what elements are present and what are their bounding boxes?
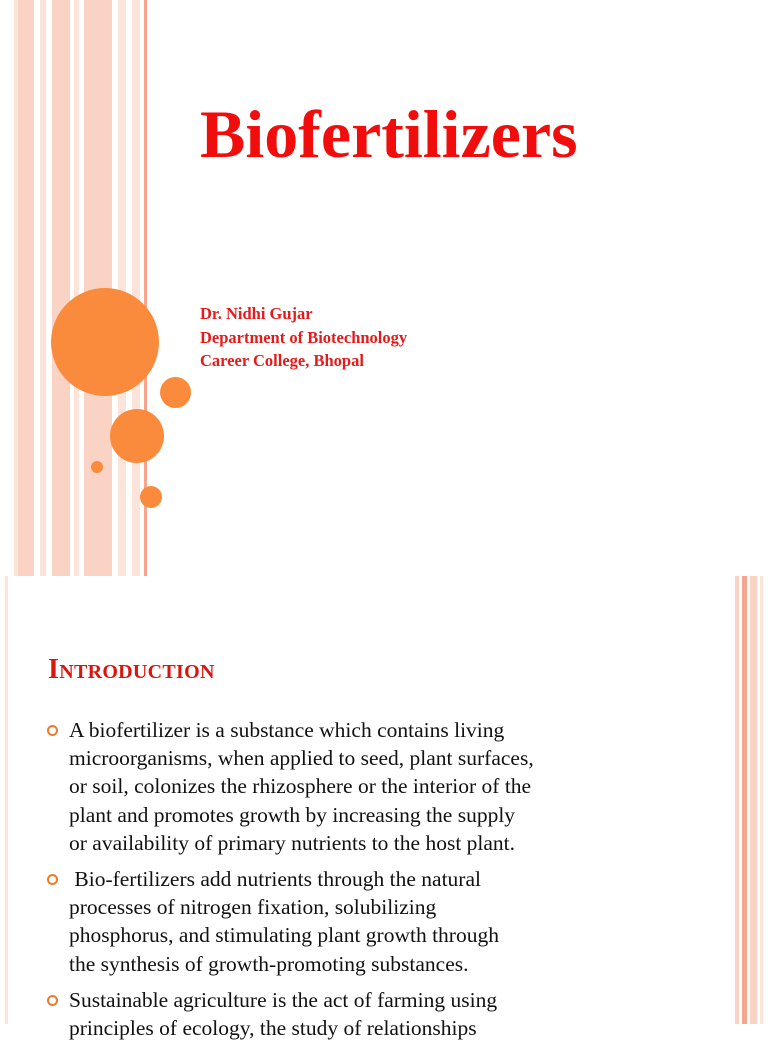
hollow-circle-bullet-icon — [47, 995, 58, 1006]
author-name: Dr. Nidhi Gujar — [200, 304, 313, 323]
section-heading: Introduction — [48, 654, 215, 685]
decorative-stripe — [74, 0, 79, 576]
decorative-stripe — [18, 0, 34, 576]
small-orange-circle — [140, 486, 162, 508]
bullet-text-line: plant and promotes growth by increasing the supply — [69, 802, 516, 827]
college-name: Career College, Bhopal — [200, 351, 364, 370]
hollow-circle-bullet-icon — [47, 874, 58, 885]
hollow-circle-bullet-icon — [47, 725, 58, 736]
small-orange-circle — [160, 377, 191, 408]
slide-title: Biofertilizers — [200, 96, 578, 172]
bullet-text-line: processes of nitrogen fixation, solubilizing — [69, 895, 437, 920]
medium-orange-circle — [110, 409, 164, 463]
list-item — [44, 865, 684, 978]
list-item — [44, 716, 684, 857]
decorative-stripe — [118, 0, 126, 576]
list-item — [44, 986, 684, 1042]
decorative-stripe — [40, 0, 46, 576]
bullet-list — [44, 716, 684, 1050]
bullet-text-line: or availability of primary nutrients to the host plant. — [69, 830, 516, 855]
large-orange-circle — [51, 288, 159, 396]
decorative-stripe — [742, 576, 747, 1024]
decorative-stripe — [735, 576, 739, 1024]
author-info — [200, 302, 407, 373]
decorative-stripe — [132, 0, 140, 576]
bullet-text-line: microorganisms, when applied to seed, plant surfaces, — [69, 746, 534, 771]
department-name: Department of Biotechnology — [200, 327, 408, 347]
decorative-stripe — [52, 0, 70, 576]
bullet-text-line: the synthesis of growth-promoting substances. — [69, 951, 469, 976]
decorative-stripe — [750, 576, 757, 1024]
bullet-text-line: or soil, colonizes the rhizosphere or the interior of the — [69, 774, 532, 799]
bullet-text-line: Bio-fertilizers add nutrients through the natural — [69, 867, 481, 892]
decorative-stripe — [5, 576, 8, 1024]
bullet-text-line: A biofertilizer is a substance which contains living — [69, 718, 505, 742]
tiny-orange-circle — [91, 461, 103, 473]
decorative-stripe — [760, 576, 763, 1024]
bullet-text-line: Sustainable agriculture is the act of farming using — [69, 987, 498, 1012]
bullet-text-line: principles of ecology, the study of relationships — [69, 1016, 477, 1041]
bullet-text-line: phosphorus, and stimulating plant growth through — [69, 923, 499, 948]
